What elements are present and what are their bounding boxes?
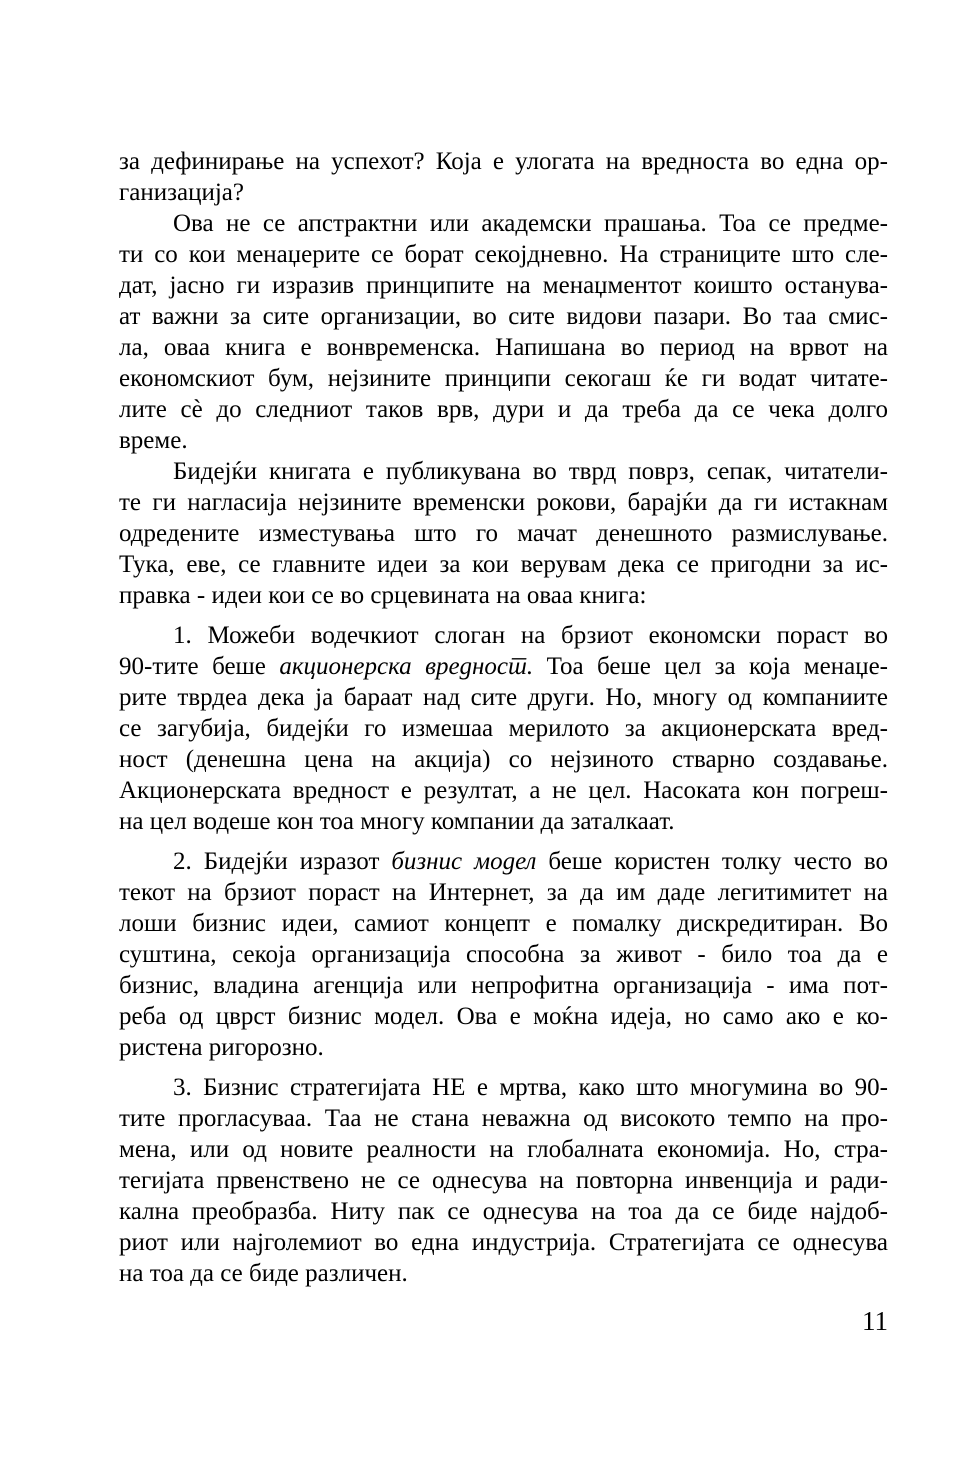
text-line: ла, оваа книга е вонвременска. Напишана во период на врвот на: [119, 334, 888, 361]
text-line: тегијата првенствено не се однесува на повторна инвенција и ради-: [119, 1167, 888, 1194]
text-line: ганизација?: [119, 179, 244, 206]
text-line: риот или најголемиот во една индустрија. Стратегијата се однесува: [119, 1229, 888, 1256]
page-number: 11: [862, 1306, 888, 1336]
text-line: на тоа да се биде различен.: [119, 1260, 408, 1287]
text-line: 3. Бизнис стратегијата НЕ е мртва, како што многумина во 90-: [173, 1074, 888, 1101]
text-line: 1. Можеби водечкиот слоган на брзиот економски пораст во: [173, 622, 888, 649]
text-line: лоши бизнис идеи, самиот концепт е помалку дискредитиран. Во: [119, 910, 888, 937]
text-line: Тука, еве, се главните идеи за кои верувам дека се пригодни за ис-: [119, 551, 888, 578]
text-line: суштина, секоја организација способна за живот - било тоа да е: [119, 941, 888, 968]
text-line: 2. Бидејќи изразот бизнис модел беше користен толку често во: [173, 848, 888, 875]
text-line: те ги нагласија нејзините временски рокови, барајќи да ги истакнам: [119, 489, 888, 516]
text-line: бизнис, владина агенција или непрофитна организација - има пот-: [119, 972, 888, 999]
text-line: ристена ригорозно.: [119, 1034, 324, 1061]
text-line: дат, јасно ги изразив принципите на менаџментот коишто останува-: [119, 272, 888, 299]
text-line: Ова не се апстрактни или академски прашања. Тоа се предме-: [173, 210, 888, 237]
text-line: Бидејќи книгата е публикувана во тврд поврз, сепак, читатели-: [173, 458, 888, 485]
text-line: Акционерската вредност е резултат, а не цел. Насоката кон погреш-: [119, 777, 888, 804]
text-line: рите тврдеа дека ја бараат над сите други. Но, многу од компаниите: [119, 684, 888, 711]
text-line: кална преобразба. Ниту пак се однесува на тоа да се биде најдоб-: [119, 1198, 888, 1225]
paragraph: [119, 620, 888, 837]
paragraph: [119, 456, 888, 611]
text-line: реба од цврст бизнис модел. Ова е моќна идеја, но само ако е ко-: [119, 1003, 888, 1030]
text-line: се загубија, бидејќи го измешаа мерилото за акционерската вред-: [119, 715, 888, 742]
text-line: правка - идеи кои се во срцевината на оваа книга:: [119, 582, 647, 609]
text-line: ат важни за сите организации, во сите видови пазари. Во таа смис-: [119, 303, 888, 330]
text-line: време.: [119, 427, 188, 454]
text-line: лите сè до следниот таков врв, дури и да треба да се чека долго: [119, 396, 888, 423]
text-block: [119, 146, 888, 1289]
paragraph: [119, 1072, 888, 1289]
paragraph: [119, 846, 888, 1063]
text-line: ност (денешна цена на акција) со нејзиното стварно создавање.: [119, 746, 888, 773]
text-line: мена, или од новите реалности на глобалната економија. Но, стра-: [119, 1136, 888, 1163]
text-line: на цел водеше кон тоа многу компании да заталкаат.: [119, 808, 675, 835]
text-line: ти со кои менаџерите се борат секојдневно. На страниците што сле-: [119, 241, 888, 268]
text-line: 90-тите беше акционерска вредност. Тоа беше цел за која менаџе-: [119, 653, 888, 680]
paragraph: [119, 208, 888, 456]
paragraph: [119, 146, 888, 208]
text-line: одредените изместувања што го мачат денешното размислување.: [119, 520, 888, 547]
text-line: текот на брзиот пораст на Интернет, за да им даде легитимитет на: [119, 879, 888, 906]
text-line: за дефинирање на успехот? Која е улогата на вредноста во една ор-: [119, 148, 888, 175]
text-line: економскиот бум, нејзините принципи секогаш ќе ги водат читате-: [119, 365, 888, 392]
text-line: тите прогласуваа. Таа не стана неважна од високото темпо на про-: [119, 1105, 888, 1132]
